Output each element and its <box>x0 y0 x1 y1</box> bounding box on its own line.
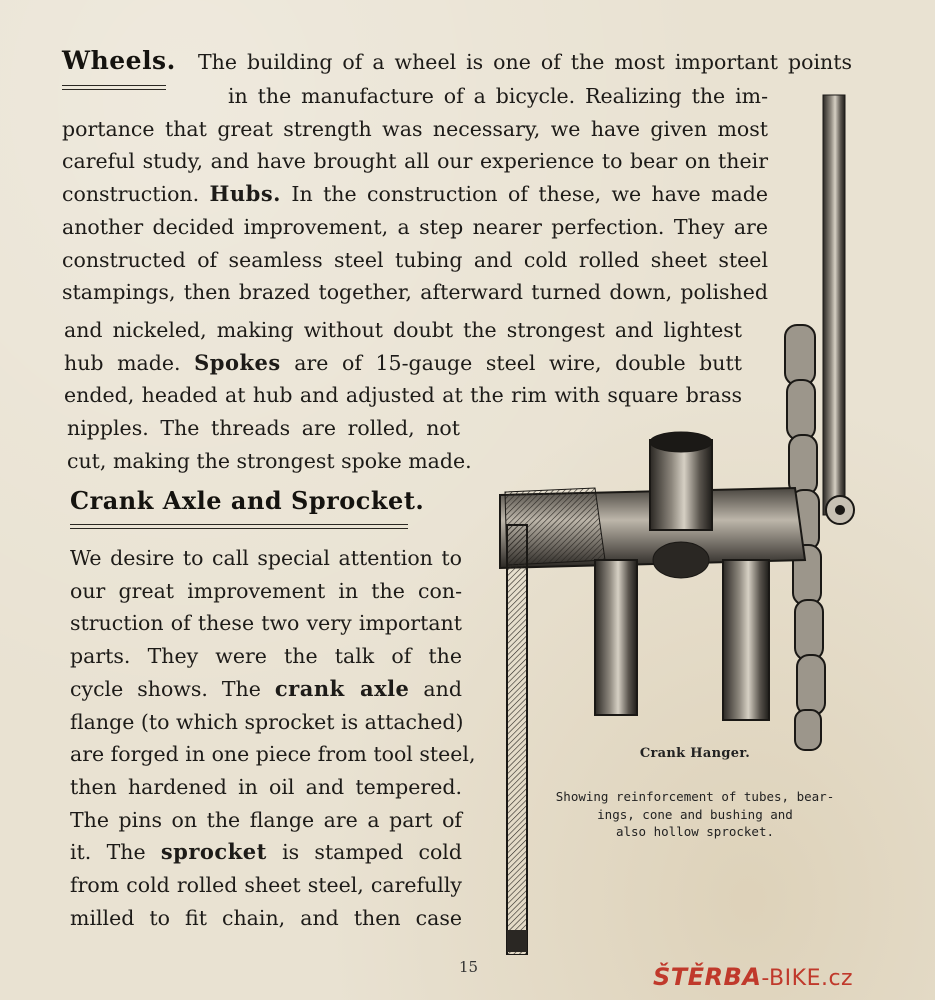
figure-caption-title: Crank Hanger. <box>639 746 751 761</box>
near-crank-arm <box>507 525 527 955</box>
wheels-line-11: ended, headed at hub and adjusted at the rim with square brass <box>64 383 742 408</box>
wheels-line-2: in the manufacture of a bicycle. Realizing the im- <box>228 84 768 108</box>
crank-line-7: are forged in one piece from tool steel, <box>70 742 476 767</box>
wheels-line-1: The building of a wheel is one of the most important points <box>198 50 852 74</box>
wheels-line-9: and nickeled, making without doubt the strongest and lightest <box>64 318 742 342</box>
construction-word: construction. <box>62 182 200 207</box>
hub-made-text: hub made. <box>64 350 181 375</box>
it-the-text: it. The <box>70 840 146 865</box>
watermark-brand: ŠTĚRBA <box>653 963 762 991</box>
crank-line-2: our great improvement in the con- <box>70 578 462 603</box>
crank-line-4: parts. They were the talk of the <box>70 644 462 669</box>
crank-line-6: flange (to which sprocket is attached) <box>70 709 464 734</box>
wheels-paragraph <box>62 46 852 79</box>
crank-line-3: struction of these two very important <box>70 611 462 636</box>
far-crank-arm <box>823 95 845 515</box>
wheels-line-4: careful study, and have brought all our experience to bear on their <box>62 149 768 174</box>
wheels-paragraph-end <box>67 412 472 477</box>
spokes-heading: Spokes <box>194 349 281 375</box>
crank-line-10 <box>70 836 462 869</box>
caption-line-2: ings, cone and bushing and <box>597 806 793 822</box>
crank-axle-term: crank axle <box>274 675 410 701</box>
chain-stay-tube <box>723 560 769 720</box>
wheels-line-12: nipples. The threads are rolled, not <box>67 416 460 440</box>
wheels-line-13: cut, making the strongest spoke made. <box>67 448 472 473</box>
cycle-shows-text: cycle shows. The <box>70 676 261 701</box>
wheels-heading: Wheels. <box>62 46 176 75</box>
crank-line-9: The pins on the flange are a part of <box>70 807 462 832</box>
crank-line-5 <box>70 673 462 706</box>
wheels-line-8: stampings, then brazed together, afterward turned down, polished <box>62 280 768 305</box>
crank-heading-rule <box>70 524 408 529</box>
wheels-line-3: portance that great strength was necessary, we have given most <box>62 116 768 141</box>
seat-tube <box>650 440 712 530</box>
crank-line-11: from cold rolled sheet steel, carefully <box>70 873 462 898</box>
crank-heading: Crank Axle and Sprocket. <box>70 486 425 515</box>
down-tube <box>595 560 637 715</box>
spokes-text: are of 15-gauge steel wire, double butt <box>294 350 742 375</box>
crank-line-1: We desire to call special attention to <box>70 546 462 570</box>
sprocket-term: sprocket <box>160 839 267 865</box>
watermark-logo <box>653 963 853 991</box>
crank-paragraph <box>70 542 476 934</box>
caption-line-3: also hollow sprocket. <box>615 824 775 839</box>
stamped-text: is stamped cold <box>282 840 462 865</box>
wheels-line-6: another decided improvement, a step nearer perfection. They are <box>62 214 768 239</box>
hubs-text: In the construction of these, we have made <box>291 182 768 207</box>
caption-line-1: Showing reinforcement of tubes, bear- <box>555 789 835 804</box>
crank-line-8: then hardened in oil and tempered. <box>70 774 462 799</box>
watermark-domain: -BIKE.cz <box>761 966 854 991</box>
hubs-heading: Hubs. <box>209 181 281 207</box>
and-text: and <box>423 676 462 701</box>
page-number: 15 <box>459 958 479 976</box>
wheels-line-7: constructed of seamless steel tubing and cold rolled sheet steel <box>62 247 768 272</box>
figure-caption <box>545 788 845 841</box>
crank-line-12: milled to fit chain, and then case <box>70 905 462 930</box>
